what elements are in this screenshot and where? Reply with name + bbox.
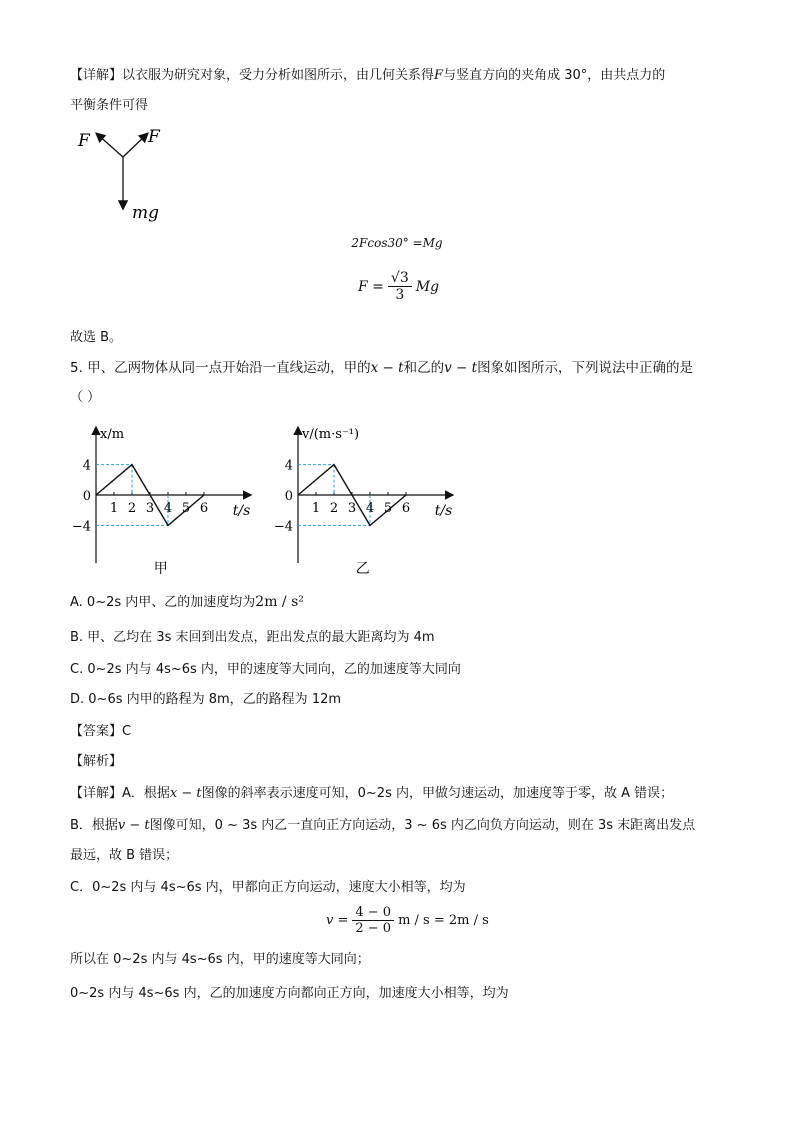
x-tick-label: 2 — [329, 501, 339, 516]
x-axis-label: t/s — [232, 503, 251, 519]
option-a-text: A. 0~2s 内甲、乙的加速度均为 — [70, 595, 256, 610]
detail2-line-c1: C．0~2s 内与 4s~6s 内，甲都向正方向运动，速度大小相等，均为 — [70, 880, 466, 895]
y-tick-label: 4 — [284, 458, 293, 474]
x-tick-label: 1 — [109, 501, 119, 516]
detail2-tag: 【详解】 — [70, 786, 123, 801]
detail2-line-c3: 0~2s 内与 4s~6s 内，乙的加速度方向都向正方向，加速度大小相等，均为 — [70, 986, 509, 1001]
eq-v-rhs: m / s = 2m / s — [398, 913, 489, 928]
option-c: C. 0~2s 内与 4s~6s 内，甲的速度等大同向，乙的加速度等大同向 — [70, 662, 461, 677]
option-a-math: 2m / s² — [255, 594, 304, 610]
detail2-b-text: B．根据 — [70, 818, 118, 833]
detail2-b-rest: 图像可知，0 ~ 3s 内乙一直向正方向运动，3 ~ 6s 内乙向负方向运动，则在 3s 末距离出发点 — [149, 818, 696, 833]
force-diagram — [70, 122, 180, 222]
q5-vt: v − t — [444, 360, 478, 376]
chart-yi — [272, 418, 472, 580]
answer-value: C — [122, 724, 132, 739]
eq-denominator: 3 — [395, 287, 405, 303]
q5-paren: （ ） — [70, 390, 101, 405]
data-point — [131, 464, 132, 465]
option-a — [70, 592, 304, 613]
data-point — [167, 525, 168, 526]
q5-text-b: 和乙的 — [403, 360, 445, 376]
detail2-a-text: A．根据 — [122, 786, 170, 801]
equation-velocity — [326, 905, 489, 936]
x-tick-label: 6 — [199, 501, 209, 516]
q5-text-c: 图象如图所示，下列说法中正确的是 — [477, 360, 694, 376]
force-variable: F — [434, 68, 444, 83]
detail2-line-b — [70, 816, 695, 836]
data-point — [369, 525, 370, 526]
q5-text-a: 5. 甲、乙两物体从同一点开始沿一直线运动，甲的 — [70, 360, 371, 376]
eq-v-lhs: v = — [326, 913, 349, 928]
detail-text-a: 以衣服为研究对象，受力分析如图所示，由几何关系得 — [122, 68, 435, 83]
chart-jia — [70, 418, 270, 580]
answer-line — [70, 722, 131, 742]
gravity-label: mg — [132, 203, 160, 222]
analysis-tag: 【解析】 — [70, 754, 123, 769]
detail-line-1 — [70, 66, 665, 86]
x-tick-label: 2 — [127, 501, 137, 516]
option-b: B. 甲、乙均在 3s 末回到出发点，距出发点的最大距离均为 4m — [70, 630, 435, 645]
equation-force — [358, 270, 439, 303]
y-axis-label: v/(m·s⁻¹) — [302, 427, 360, 442]
force-label-left: F — [78, 131, 90, 151]
x-tick-label: 4 — [365, 501, 375, 516]
x-tick-label: 5 — [383, 501, 393, 516]
x-tick-label: 3 — [347, 501, 357, 516]
data-point — [297, 494, 298, 495]
detail2-vt: v − t — [117, 818, 150, 833]
x-tick-label: 3 — [145, 501, 155, 516]
eq-fraction — [388, 270, 412, 303]
x-axis-label: t/s — [434, 503, 453, 519]
force-arrow-right — [123, 134, 147, 157]
answer-tag: 【答案】 — [70, 724, 123, 739]
q5-xt: x − t — [370, 360, 404, 376]
detail2-line-a — [70, 784, 673, 804]
detail2-xt: x − t — [169, 786, 202, 801]
eq-v-numerator: 4 − 0 — [352, 905, 394, 921]
y-axis-label: x/m — [100, 427, 125, 442]
eq-rhs: Mg — [415, 278, 440, 295]
detail2-line-b2: 最远，故 B 错误； — [70, 848, 179, 863]
question-5 — [70, 358, 693, 378]
data-point — [333, 464, 334, 465]
y-tick-label: −4 — [273, 519, 293, 535]
y-tick-label: 0 — [284, 489, 293, 504]
detail-tag: 【详解】 — [70, 68, 123, 83]
data-point — [95, 494, 96, 495]
force-label-right: F — [148, 127, 160, 147]
eq-numerator: √3 — [388, 270, 412, 287]
y-tick-label: 0 — [82, 489, 91, 504]
equation-balance: 2Fcos30° =Mg — [351, 236, 443, 250]
x-tick-label: 5 — [181, 501, 191, 516]
data-point — [203, 494, 204, 495]
detail2-a-rest: 图像的斜率表示速度可知，0~2s 内，甲做匀速运动，加速度等于零，故 A 错误； — [201, 786, 674, 801]
force-arrow-left — [97, 134, 123, 157]
eq-v-denominator: 2 − 0 — [355, 921, 392, 936]
detail-text-b: 与竖直方向的夹角成 30°，由共点力的 — [443, 68, 666, 83]
eq-v-fraction — [352, 905, 394, 936]
option-d: D. 0~6s 内甲的路程为 8m，乙的路程为 12m — [70, 692, 342, 707]
x-tick-label: 4 — [163, 501, 173, 516]
chart-title: 甲 — [153, 561, 168, 577]
x-tick-label: 1 — [311, 501, 321, 516]
eq-lhs: F = — [358, 278, 384, 295]
x-tick-label: 6 — [401, 501, 411, 516]
detail2-line-c2: 所以在 0~2s 内与 4s~6s 内，甲的速度等大同向； — [70, 952, 370, 967]
y-tick-label: −4 — [71, 519, 91, 535]
chart-title: 乙 — [355, 561, 370, 577]
choose-b: 故选 B。 — [70, 330, 123, 345]
y-tick-label: 4 — [82, 458, 91, 474]
data-point — [405, 494, 406, 495]
detail-line-2: 平衡条件可得 — [70, 98, 149, 113]
